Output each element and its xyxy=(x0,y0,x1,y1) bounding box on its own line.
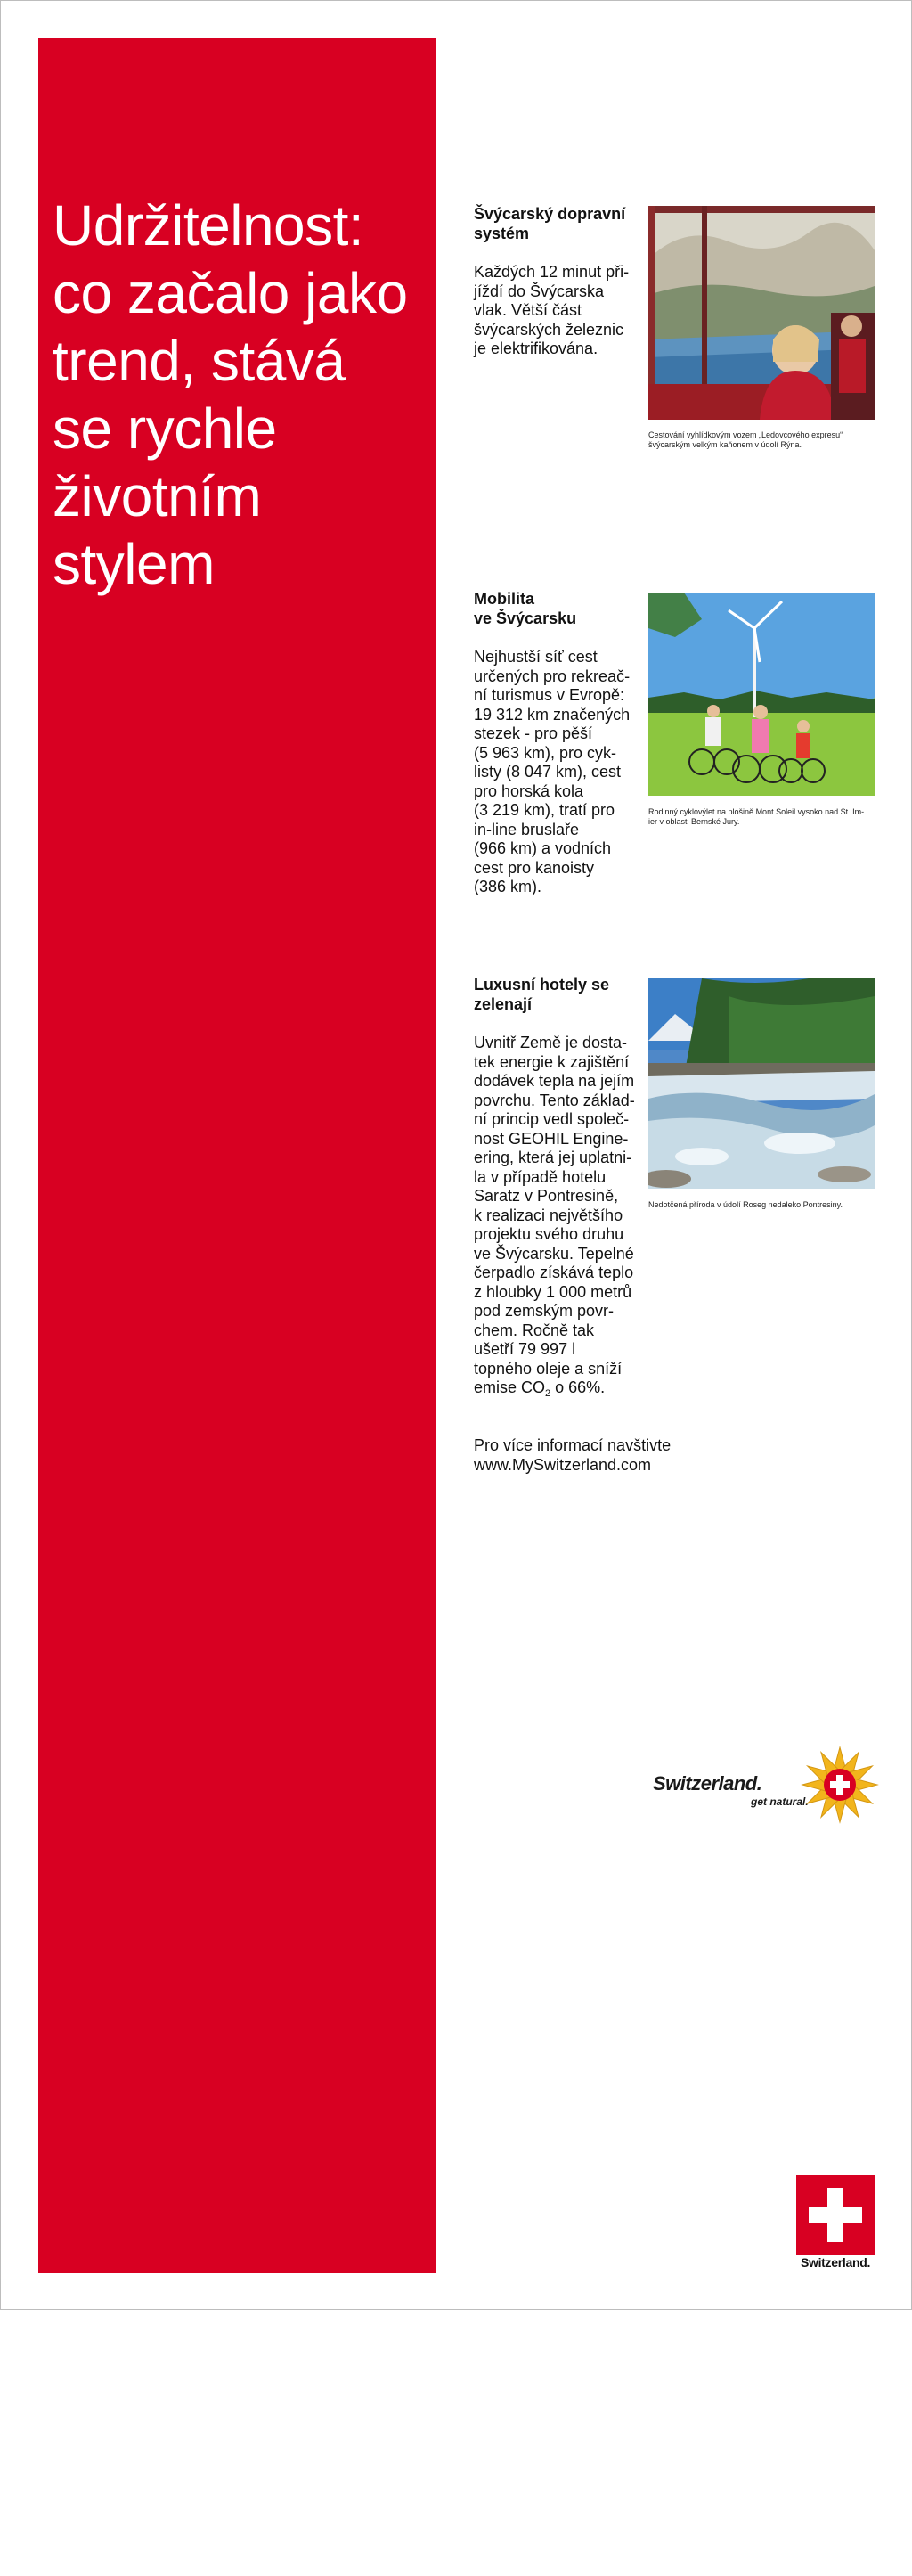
article-body: Uvnitř Země je dosta- tek energie k zajištění dodávek tepla na jejím povrchu. Tento základ- ní princip vedl společ- nost GEOHIL Engine- ering, která jej uplatni- la v případě hotelu Saratz v Pontresině, k realizaci největšího projektu svého druhu ve Švýcarsku. Tepelné čerpadlo získává teplo z hloubky 1 000 metrů pod zemským povr- chem. Ročně tak ušetří 79 997 l topného oleje a sníží emise $CO_2$ o 66%. xyxy=(474,1034,652,1404)
photo-caption-river: Nedotčená příroda v údolí Roseg nedaleko Pontresiny. xyxy=(648,1200,843,1209)
article-hotels xyxy=(474,975,652,1404)
article-transport xyxy=(474,204,652,359)
article-body: Každých 12 minut při- jíždí do Švýcarska vlak. Větší část švýcarských železnic je elektrifikována. xyxy=(474,263,630,357)
article-title: Švýcarský dopravní systém xyxy=(474,205,626,242)
website-link[interactable]: www.MySwitzerland.com xyxy=(474,1456,652,1474)
article-mobility xyxy=(474,589,652,897)
edelweiss-flower-icon xyxy=(801,1746,879,1824)
article-title: Luxusní hotely se zelenají xyxy=(474,976,610,1013)
photo-caption-cycling: Rodinný cyklovýlet na plošině Mont Soleil vysoko nad St. Im- ier v oblasti Bernské Jury. xyxy=(648,807,865,826)
mountain-river-photo-icon xyxy=(648,978,875,1189)
switzerland-get-natural-logo: Switzerland. get natural. xyxy=(651,1746,877,1828)
emission-line: emise $CO_2$ o 66%. xyxy=(474,1378,606,1399)
swiss-cross-logo-icon xyxy=(796,2175,875,2255)
article-body: Nejhustší síť cest určených pro rekreač- ní turismus v Evropě: 19 312 km značených stezek - pro pěší (5 963 km), pro cyk- listy (8 047 km), cest pro horská kola (3 219 km), tratí pro in-line bruslaře (966 km) a vodních cest pro kanoisty (386 km). xyxy=(474,648,631,895)
glacier-express-photo-icon xyxy=(648,206,875,420)
photo-cycling xyxy=(648,593,875,796)
page-headline: Udržitelnost: co začalo jako trend, stává se rychle životním stylem xyxy=(53,193,408,596)
brand-label: Switzerland. xyxy=(800,2255,871,2269)
swiss-cross-icon xyxy=(796,2175,875,2255)
article-title: Mobilita ve Švýcarsku xyxy=(474,590,577,627)
photo-caption-train: Cestování vyhlídkovým vozem „Ledovcového expresu“ švýcarským velkým kaňonem v údolí Rýna. xyxy=(648,430,843,449)
photo-train xyxy=(648,206,875,420)
family-cycling-photo-icon xyxy=(648,593,875,796)
more-info-text: Pro více informací navštivte www.MySwitzerland.com xyxy=(474,1436,672,1474)
photo-river xyxy=(648,978,875,1189)
